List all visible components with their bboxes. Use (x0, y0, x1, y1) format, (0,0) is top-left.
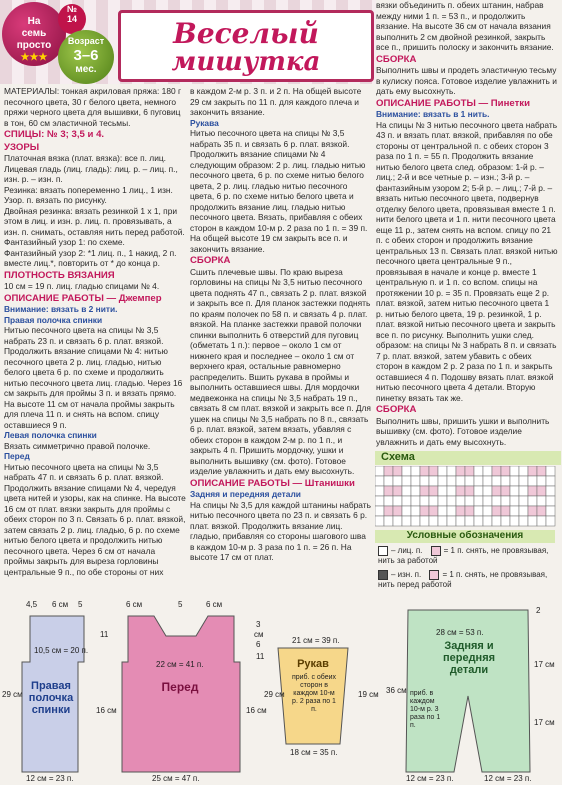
knit-symbol-icon (378, 546, 388, 556)
pants-heading: ОПИСАНИЕ РАБОТЫ — Штанишки (190, 477, 355, 489)
front-bottom: 25 см = 47 п. (152, 774, 200, 783)
chart-cell (474, 506, 483, 516)
booties-assembly-text: Выполнить швы, пришить ушки и выполнить вышивку (см. фото). Готовое изделие увлажнить и дать ему высохнуть. (376, 415, 550, 447)
fancy1-text: Фантазийный узор 1: по схеме. (4, 237, 125, 247)
chart-cell (519, 516, 528, 526)
chart-cell (537, 476, 546, 486)
front-top-mid: 5 (178, 600, 183, 609)
slip-back-symbol-icon (431, 546, 441, 556)
chart-cell (402, 496, 411, 506)
issue-no-label: № (66, 4, 78, 14)
chart-cell (501, 496, 510, 506)
chart-cell (483, 466, 492, 476)
chart-cell (393, 496, 402, 506)
chart-cell (429, 516, 438, 526)
chart-cell (447, 516, 456, 526)
chart-cell (456, 476, 465, 486)
page-title (118, 10, 374, 82)
chart-cell (510, 516, 519, 526)
stitch-chart (375, 466, 561, 528)
chart-cell (447, 506, 456, 516)
easy-badge (2, 2, 66, 66)
chart-cell (438, 466, 447, 476)
fancy2-text: Фантазийный узор 2: *1 лиц. п., 1 накид, 2 п. вместе лиц.*, повторить от * до конца р. (4, 247, 177, 268)
front-heading: Перед (4, 451, 30, 461)
chart-cell (492, 496, 501, 506)
chart-cell (402, 516, 411, 526)
chart-cell (375, 486, 384, 496)
legend-title: Условные обозначения (375, 530, 555, 543)
front-piece-shape (122, 616, 240, 772)
chart-cell (501, 506, 510, 516)
back-left-text: Вязать симметрично правой полочке. (4, 440, 151, 451)
pants-top: 28 см = 53 п. (436, 628, 484, 637)
scheme-title: Схема (375, 451, 561, 465)
chart-cell (546, 516, 555, 526)
back-label: Правая полочка спинки (28, 680, 74, 716)
issue-no-value: 14 (66, 14, 77, 24)
pants-bottom-right: 12 см = 23 п. (484, 774, 532, 783)
chart-cell (546, 486, 555, 496)
chart-cell (510, 486, 519, 496)
age-label: Возраст (67, 36, 105, 46)
attention-text: Внимание: вязать в 2 нити. (4, 304, 118, 314)
chart-cell (519, 496, 528, 506)
chart-cell (447, 486, 456, 496)
stars-icon: ★★★ (20, 52, 48, 63)
pants-height-a: 17 см (534, 660, 555, 669)
chart-cell (429, 506, 438, 516)
chart-cell (537, 496, 546, 506)
title-line2: мишутка (171, 47, 321, 77)
chart-cell (546, 496, 555, 506)
back-top-right: 5 (78, 600, 83, 609)
chart-cell (537, 516, 546, 526)
chart-cell (420, 516, 429, 526)
chart-cell (402, 476, 411, 486)
double-rib-text: Двойная резинка: вязать резинкой 1 х 1, при этом в лиц. и изн. р. лиц. п. провязывать, а изн. п. снимать, оставляя нить перед работой. (4, 205, 185, 237)
chart-cell (510, 506, 519, 516)
chart-cell (429, 486, 438, 496)
pants-text: На спицы № 3,5 для каждой штанины набрать нитью песочного цвета по 23 п. и связать 6 р. плат. вязкой. Продолжить вязание лиц. гладью, прибавляя со стороны шагового шва в каждом 10-м р. 3 раза по 1 п. = 26 п. На высоте 17 см от плат. (190, 499, 371, 562)
back-left-heading: Левая полочка спинки (4, 430, 97, 440)
chart-cell (501, 516, 510, 526)
chart-cell (528, 516, 537, 526)
sleeve-bottom: 18 см = 35 п. (290, 748, 338, 757)
jumper-heading: ОПИСАНИЕ РАБОТЫ — Джемпер (4, 292, 162, 304)
chart-cell (438, 476, 447, 486)
badge-line1: На (27, 16, 41, 27)
chart-cell (501, 476, 510, 486)
front-label: Перед (161, 680, 199, 694)
chart-cell (375, 506, 384, 516)
chart-cell (465, 476, 474, 486)
chart-cell (483, 476, 492, 486)
front-top-left: 6 см (126, 600, 143, 609)
badge-line2: семь (21, 28, 47, 39)
chart-cell (537, 506, 546, 516)
legend-item1b: = 1 п. снять, не провязывая, нить за работой (378, 546, 549, 566)
assembly-heading: СБОРКА (190, 255, 231, 266)
chart-cell (456, 486, 465, 496)
pants-label: Задняя и передняя детали (442, 640, 496, 676)
chart-cell (492, 516, 501, 526)
legend-item2b: = 1 п. снять, не провязывая, нить перед работой (378, 570, 548, 590)
left-column (4, 86, 186, 592)
sleeve-height: 19 см (358, 690, 379, 699)
chart-cell (528, 486, 537, 496)
age-value: 3–6 (73, 47, 99, 64)
gauge-text: 10 см = 19 п. лиц. гладью спицами № 4. (4, 281, 160, 291)
back-height-upper: 11 (100, 630, 109, 639)
age-unit: мес. (75, 64, 97, 75)
chart-cell (465, 506, 474, 516)
chart-cell (519, 486, 528, 496)
chart-cell (501, 486, 510, 496)
front-right-d: 11 (256, 652, 265, 661)
chart-cell (474, 516, 483, 526)
chart-cell (501, 466, 510, 476)
chart-cell (528, 506, 537, 516)
chart-cell (528, 466, 537, 476)
front-cont-text: в каждом 2-м р. 3 п. и 2 п. На общей высоте 29 см закрыть по 11 п. для каждого плеча и закончить вязание. (190, 86, 362, 117)
chart-cell (411, 486, 420, 496)
chart-cell (375, 516, 384, 526)
chart-cell (429, 476, 438, 486)
chart-cell (402, 506, 411, 516)
gauge-heading: ПЛОТНОСТЬ ВЯЗАНИЯ (4, 269, 115, 281)
chart-cell (546, 506, 555, 516)
chart-cell (447, 476, 456, 486)
chart-cell (384, 486, 393, 496)
front-right-a: 3 (256, 620, 261, 629)
pants-parts-heading: Задняя и передняя детали (190, 489, 301, 499)
patterns-heading: УЗОРЫ (4, 141, 40, 153)
front-mid-width: 22 см = 41 п. (156, 660, 204, 669)
sleeves-text: Нитью песочного цвета на спицы № 3,5 набрать 35 п. и связать 6 р. плат. вязкой. Продолжить вязание спицами № 4 следующим образом: 2 р. лиц. гладью нитью песочного цвета, 6 р. по схеме нитью белого цвета, 2 р. лиц. гладью нитью песочного цвета, 6 р. по схеме нитью белого цвета и продолжить вязание лиц. гладью нитью песочного цвета. Вязать, прибавляя с обеих сторон в каждом 10-м р. 2 раза по 1 п. = 39 п. На общей высоте 19 см закрыть все п. и закончить вязание. (190, 128, 368, 254)
age-badge (58, 30, 114, 84)
chart-cell (438, 486, 447, 496)
chart-cell (492, 476, 501, 486)
chart-cell (492, 506, 501, 516)
chart-cell (438, 516, 447, 526)
chart-cell (438, 496, 447, 506)
stockinette-text: Лицевая гладь (лиц. гладь): лиц. р. – лиц. п., изн. р. – изн. п. (4, 163, 178, 184)
pants-cont-text: вязки объединить п. обеих штанин, набрав между ними 1 п. = 53 п., и продолжить вязание. На высоте 36 см от начала вязания выполнить 2 см двойной резинкой, закрыть все п., пришить полоску и закончить вязание. (376, 0, 554, 52)
chart-cell (492, 466, 501, 476)
back-height-lower: 16 см (96, 706, 117, 715)
chart-cell (456, 466, 465, 476)
chart-cell (456, 516, 465, 526)
back-bottom: 12 см = 23 п. (26, 774, 74, 783)
right-column (376, 0, 558, 448)
chart-cell (537, 466, 546, 476)
back-right-heading: Правая полочка спинки (4, 314, 103, 325)
badge-line3: просто (16, 40, 52, 51)
chart-cell (411, 496, 420, 506)
chart-cell (393, 476, 402, 486)
chart-cell (420, 496, 429, 506)
back-top-left: 4,5 (26, 600, 38, 609)
chart-cell (528, 496, 537, 506)
chart-cell (483, 516, 492, 526)
chart-cell (384, 496, 393, 506)
front-right-e: 16 см (246, 706, 267, 715)
chart-cell (528, 476, 537, 486)
chart-cell (510, 466, 519, 476)
front-top-right: 6 см (206, 600, 223, 609)
pants-assembly-heading: СБОРКА (376, 53, 417, 65)
chart-cell (420, 476, 429, 486)
title-line1: Веселый (173, 17, 319, 50)
chart-cell (456, 496, 465, 506)
chart-cell (546, 466, 555, 476)
garter-text: Платочная вязка (плат. вязка): все п. лиц. (4, 153, 166, 163)
legend-item2: – изн. п. (391, 570, 422, 580)
chart-cell (519, 466, 528, 476)
chart-cell (483, 486, 492, 496)
chart-cell (384, 506, 393, 516)
chart-cell (465, 486, 474, 496)
chart-cell (393, 516, 402, 526)
pants-note: приб. в каждом 10-м р. 3 раза по 1 п. (410, 690, 441, 729)
chart-cell (384, 466, 393, 476)
chart-cell (519, 476, 528, 486)
pants-height-b: 36 см (386, 686, 407, 695)
legend-row-2 (378, 570, 558, 590)
chart-cell (546, 476, 555, 486)
front-right-f: 29 см (264, 690, 285, 699)
back-top-mid: 6 см (52, 600, 69, 609)
chart-cell (492, 486, 501, 496)
chart-cell (456, 506, 465, 516)
sleeve-note: приб. с обеих сторон в каждом 10-м р. 2 раза по 1 п. (291, 674, 337, 713)
chart-cell (384, 476, 393, 486)
legend-item1: – лиц. п. (391, 546, 423, 556)
booties-attention: Внимание: вязать в 1 нить. (376, 109, 490, 119)
chart-cell (474, 466, 483, 476)
front-right-b: см (254, 630, 264, 639)
chart-cell (537, 486, 546, 496)
chart-cell (519, 506, 528, 516)
front-right-c: 6 (256, 640, 261, 649)
chart-cell (420, 486, 429, 496)
back-height-total: 29 см (2, 690, 23, 699)
sleeve-top: 21 см = 39 п. (292, 636, 340, 645)
back-shoulder-width: 10,5 см = 20 п. (34, 646, 89, 655)
chart-cell (429, 466, 438, 476)
chart-cell (465, 466, 474, 476)
chart-cell (393, 506, 402, 516)
chart-cell (447, 496, 456, 506)
chart-cell (375, 466, 384, 476)
purl-symbol-icon (378, 570, 388, 580)
sleeves-heading: Рукава (190, 117, 219, 128)
chart-cell (447, 466, 456, 476)
chart-cell (465, 496, 474, 506)
booties-assembly-heading: СБОРКА (376, 404, 417, 415)
chart-cell (402, 466, 411, 476)
chart-cell (393, 486, 402, 496)
pants-assembly-text: Выполнить швы и продеть эластичную тесьму в кулиску пояса. Готовое изделие увлажнить и дать ему высохнуть. (376, 65, 557, 96)
chart-cell (474, 476, 483, 486)
chart-cell (384, 516, 393, 526)
needles-text: СПИЦЫ: № 3; 3,5 и 4. (4, 129, 105, 140)
chart-cell (411, 506, 420, 516)
pants-bottom-left: 12 см = 23 п. (406, 774, 454, 783)
chart-cell (375, 476, 384, 486)
chart-cell (474, 496, 483, 506)
chart-cell (510, 476, 519, 486)
chart-cell (420, 466, 429, 476)
chart-cell (429, 496, 438, 506)
assembly-text: Сшить плечевые швы. По краю выреза горловины на спицы № 3,5 нитью песочного цвета поднять 47 п., связать 2 р. плат. вязкой и закрыть все п. Для планок застежки поднять по краям полочек по 58 п. и связать 4 р. плат. вязкой. На планке застежки правой полочки спинки выполнить 6 отверстий для пуговиц (обметать 1 п.): первое – около 1 см от нижнего края и последнее – около 1 см от верхнего края, остальные равномерно распределить. Вшить рукава в проймы и выполнить оставшиеся швы. Для мордочки медвежонка на спицы № 3,5 набрать 19 п., связать 8 см плат. вязкой и закрыть все п. Для ушек на спицы № 3,5 набрать по 8 п., связать 6 р. плат. вязкой, затем вязать, убавляя с обеих сторон в каждом 2-м р. по 1 п., и закрыть 4 п. Пришить мордочку, ушки и выполнить вышивку (см. фото). Готовое изделие увлажнить и дать ему высохнуть. (190, 266, 371, 476)
chart-cell (438, 506, 447, 516)
front-text: Нитью песочного цвета на спицы № 3,5 набрать 47 п. и связать 6 р. плат. вязкой. Продолжить вязание спицами № 4, чередуя цвета нитей и узоры, как на спинке. На высоте 16 см от плат. вязки закрыть для проймы с обеих сторон по 3 п. Связать 6 р. плат. вязкой, затем связать 2 р. лиц. гладью, 6 р. по схеме нитью белого цвета и продолжить нитью песочного цвета. Через 6 см от начала проймы закрыть для выреза горловины центральные 9 п., по обе стороны от них (4, 461, 186, 577)
sleeve-label: Рукав (297, 658, 329, 670)
chart-cell (510, 496, 519, 506)
chart-cell (393, 466, 402, 476)
chart-cell (402, 486, 411, 496)
pants-height-d: 2 (536, 606, 541, 615)
slip-front-symbol-icon (429, 570, 439, 580)
middle-column (190, 86, 372, 592)
chart-cell (465, 516, 474, 526)
chart-cell (420, 506, 429, 516)
pants-height-c: 17 см (534, 718, 555, 727)
chart-cell (411, 516, 420, 526)
chart-cell (483, 506, 492, 516)
booties-heading: ОПИСАНИЕ РАБОТЫ — Пинетки (376, 97, 530, 109)
booties-text: На спицы № 3 нитью песочного цвета набрать 43 п. и вязать плат. вязкой, прибавляя по обе стороны от центральной п. с обеих сторон 3 раза по 1 п. = 55 п. Продолжить вязание нитью белого цвета след. образом: 1-й р. – лиц.; 2-й и все четные р. – изн.; 3-й р. – фантазийным узором 2; 5-й р. – лиц.; 7-й р. – вязать нитью песочного цвета, подвернув отделку белого цвета, провязывая вместе 1 п. нити белого цвета и 1 п. нити песочного цвета еще 11 р., затем снять на вспом. спицу по 21 п. с обеих сторон и продолжить вязание центральных 13 п. Связать плат. вязкой нитью песочного цвета центральные 9 п., провязывая в начале и конце р. вместе 1 центральную п. и 1 п. со вспом. спицы на протяжении 10 р. = 35 п. Провязать еще 2 р. плат. вязкой, затем нитью песочного цвета 1 р. нитью белого цвета, 19 р. резинкой, 1 р. плат. вязкой нитью песочного цвета и закрыть все п. по рисунку. Выполнить ушки след. образом: на спицы № 3 набрать 8 п. и связать 7 р. плат. вязкой, затем убавить с обеих сторон в каждом 2 р. 2 раза по 1 п. и закрыть оставшиеся 4 п. Подошву вязать плат. вязкой нитью песочного цвета 4 детали. Вторую пинетку вязать так же. (376, 119, 558, 403)
materials-text: МАТЕРИАЛЫ: тонкая акриловая пряжа: 180 г песочного цвета, 30 г белого цвета, немного пряжи черного цвета для вышивки, 6 пуговиц в тон, 60 см эластичной тесьмы. (4, 86, 182, 128)
back-right-text: Нитью песочного цвета на спицы № 3,5 набрать 23 п. и связать 6 р. плат. вязкой. Продолжить вязание спицами № 4: нитью песочного цвета 2 р. лиц. гладью, нитью белого цвета 6 р. по схеме и продолжить нитью песочного цвета лиц. гладью. Через 16 см закрыть для проймы 3 п. и вязать прямо. На высоте 11 см от начала проймы закрыть для плеча 11 п. и снять на вспом. спицу оставшиеся 9 п. (4, 325, 183, 430)
legend-row-1 (378, 546, 558, 566)
chart-cell (474, 486, 483, 496)
chart-cell (411, 476, 420, 486)
chart-cell (411, 466, 420, 476)
chart-cell (483, 496, 492, 506)
rib-text: Резинка: вязать попеременно 1 лиц., 1 изн. Узор. п. вязать по рисунку. (4, 184, 173, 205)
chart-cell (375, 496, 384, 506)
